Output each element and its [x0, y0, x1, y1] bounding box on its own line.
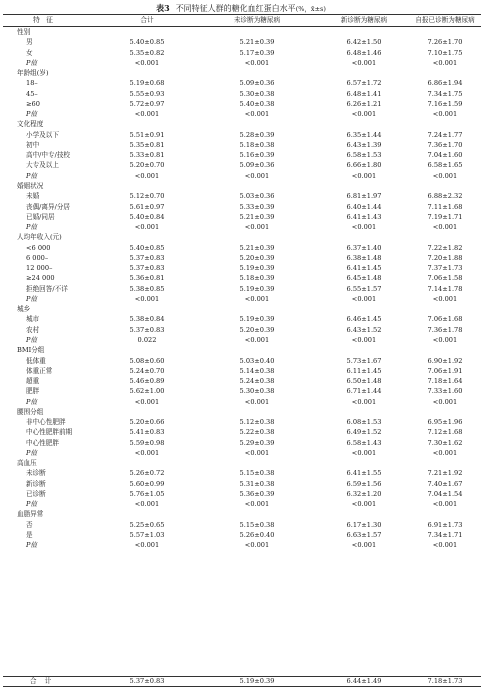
value-total: 5.08±0.60 — [129, 356, 165, 365]
value-undiagnosed: <0.001 — [244, 58, 270, 67]
group-header-row — [0, 304, 482, 314]
table-body — [0, 27, 482, 675]
value-newly-diagnosed: 6.50±1.48 — [346, 377, 382, 386]
value-undiagnosed: 5.19±0.39 — [239, 264, 275, 273]
value-self-reported: 7.10±1.75 — [427, 48, 463, 57]
value-undiagnosed: <0.001 — [244, 397, 270, 406]
value-total: <0.001 — [134, 223, 160, 232]
value-newly-diagnosed: 6.17±1.30 — [346, 520, 382, 529]
table-total-row — [0, 677, 482, 686]
value-newly-diagnosed: 6.26±1.21 — [346, 99, 382, 108]
value-undiagnosed: 5.15±0.38 — [239, 469, 275, 478]
row-label: 非中心性肥胖 — [26, 418, 66, 427]
group-header-row — [0, 407, 482, 417]
row-label: 中心性肥胖 — [26, 438, 59, 447]
row-label: 否 — [26, 520, 33, 529]
value-self-reported: 7.06±1.68 — [427, 315, 463, 324]
table-bottom-rule — [3, 686, 481, 687]
value-undiagnosed: 5.18±0.39 — [239, 274, 275, 283]
table-row — [0, 376, 482, 386]
value-newly-diagnosed: 6.43±1.52 — [346, 325, 382, 334]
value-newly-diagnosed: <0.001 — [351, 223, 377, 232]
value-undiagnosed: 5.21±0.39 — [239, 243, 275, 252]
row-label: ≥24 000 — [26, 274, 55, 283]
table-row — [0, 273, 482, 283]
group-label: 婚姻状况 — [17, 181, 44, 190]
value-self-reported: <0.001 — [432, 448, 458, 457]
value-self-reported: 7.24±1.77 — [427, 130, 463, 139]
value-undiagnosed: 5.18±0.38 — [239, 140, 275, 149]
row-label: ≥60 — [26, 99, 40, 108]
column-header-self-reported: 自报已诊断为糖尿病 — [415, 16, 475, 24]
value-total: 5.36±0.81 — [129, 274, 165, 283]
table-number: 表3 — [156, 3, 170, 13]
value-newly-diagnosed: 6.45±1.48 — [346, 274, 382, 283]
group-label: 高血压 — [17, 459, 37, 468]
value-total: <0.001 — [134, 171, 160, 180]
value-newly-diagnosed: 6.49±1.52 — [346, 428, 382, 437]
value-self-reported: 7.34±1.75 — [427, 89, 463, 98]
value-undiagnosed: 5.31±0.38 — [239, 479, 275, 488]
row-label: 男 — [26, 38, 33, 47]
group-header-row — [0, 458, 482, 468]
value-total: 5.57±1.03 — [129, 531, 165, 540]
value-undiagnosed: <0.001 — [244, 223, 270, 232]
value-self-reported: <0.001 — [432, 541, 458, 550]
total-value-undiagnosed: 5.19±0.39 — [239, 677, 275, 685]
value-total: 5.19±0.68 — [129, 79, 165, 88]
value-undiagnosed: 5.26±0.40 — [239, 531, 275, 540]
column-header-newly-diagnosed: 新诊断为糖尿病 — [340, 16, 388, 24]
value-newly-diagnosed: 6.41±1.43 — [346, 212, 382, 221]
value-total: 5.40±0.85 — [129, 243, 165, 252]
value-undiagnosed: 5.21±0.39 — [239, 38, 275, 47]
value-newly-diagnosed: 6.58±1.53 — [346, 151, 382, 160]
table-row — [0, 356, 482, 366]
value-newly-diagnosed: 6.55±1.57 — [346, 284, 382, 293]
table-row — [0, 284, 482, 294]
group-label: 人均年收入(元) — [17, 233, 62, 242]
table-row — [0, 325, 482, 335]
group-header-row — [0, 345, 482, 355]
table-row — [0, 366, 482, 376]
value-undiagnosed: 5.28±0.39 — [239, 130, 275, 139]
value-self-reported: 7.19±1.71 — [427, 212, 463, 221]
row-label: P值 — [26, 541, 38, 550]
row-label: <6 000 — [26, 243, 51, 252]
value-total: 5.59±0.98 — [129, 438, 165, 447]
value-undiagnosed: 5.20±0.39 — [239, 253, 275, 262]
row-label: 城市 — [26, 315, 40, 324]
value-self-reported: 6.58±1.65 — [427, 161, 463, 170]
row-label: 超重 — [26, 377, 40, 386]
value-undiagnosed: 5.17±0.39 — [239, 48, 275, 57]
value-total: <0.001 — [134, 110, 160, 119]
value-total: 5.60±0.99 — [129, 479, 165, 488]
value-self-reported: 7.34±1.71 — [427, 531, 463, 540]
value-self-reported: 7.14±1.78 — [427, 284, 463, 293]
p-value-row — [0, 109, 482, 119]
table-row — [0, 160, 482, 170]
value-newly-diagnosed: 6.08±1.53 — [346, 418, 382, 427]
value-total: 5.61±0.97 — [129, 202, 165, 211]
value-newly-diagnosed: 6.32±1.20 — [346, 489, 382, 498]
value-self-reported: 7.11±1.68 — [427, 202, 463, 211]
table-row — [0, 202, 482, 212]
row-label: 中心性肥胖前期 — [26, 428, 73, 437]
p-value-row — [0, 335, 482, 345]
value-undiagnosed: 5.30±0.38 — [239, 387, 275, 396]
value-self-reported: 7.36±1.78 — [427, 325, 463, 334]
value-undiagnosed: 5.09±0.36 — [239, 161, 275, 170]
value-total: 5.25±0.65 — [129, 520, 165, 529]
value-total: 5.76±1.05 — [129, 489, 165, 498]
value-undiagnosed: 5.03±0.40 — [239, 356, 275, 365]
value-total: 5.38±0.85 — [129, 284, 165, 293]
table-row — [0, 489, 482, 499]
value-newly-diagnosed: 6.42±1.50 — [346, 38, 382, 47]
row-label: P值 — [26, 294, 38, 303]
value-undiagnosed: 5.36±0.39 — [239, 489, 275, 498]
p-value-row — [0, 222, 482, 232]
value-self-reported: 6.86±1.94 — [427, 79, 463, 88]
group-label: BMI分组 — [17, 346, 45, 355]
row-label: 大专及以上 — [26, 161, 59, 170]
value-total: 5.55±0.93 — [129, 89, 165, 98]
value-undiagnosed: 5.20±0.39 — [239, 325, 275, 334]
table-row — [0, 191, 482, 201]
value-newly-diagnosed: 6.41±1.45 — [346, 264, 382, 273]
value-undiagnosed: 5.12±0.38 — [239, 418, 275, 427]
table-row — [0, 520, 482, 530]
p-value-row — [0, 499, 482, 509]
row-label: 高中/中专/技校 — [26, 151, 71, 160]
table-row — [0, 150, 482, 160]
value-newly-diagnosed: <0.001 — [351, 294, 377, 303]
table-row — [0, 468, 482, 478]
table-row — [0, 417, 482, 427]
value-newly-diagnosed: 6.41±1.55 — [346, 469, 382, 478]
value-total: 5.38±0.84 — [129, 315, 165, 324]
value-total: 0.022 — [137, 335, 157, 344]
value-undiagnosed: <0.001 — [244, 500, 270, 509]
row-label: P值 — [26, 110, 38, 119]
value-undiagnosed: 5.09±0.36 — [239, 79, 275, 88]
value-self-reported: 6.90±1.92 — [427, 356, 463, 365]
value-newly-diagnosed: 6.63±1.57 — [346, 531, 382, 540]
value-self-reported: 7.40±1.67 — [427, 479, 463, 488]
value-self-reported: 7.16±1.59 — [427, 99, 463, 108]
table-row — [0, 438, 482, 448]
value-undiagnosed: 5.19±0.39 — [239, 315, 275, 324]
value-newly-diagnosed: <0.001 — [351, 110, 377, 119]
value-total: 5.41±0.83 — [129, 428, 165, 437]
column-header-feature: 特 征 — [33, 16, 53, 24]
value-newly-diagnosed: <0.001 — [351, 541, 377, 550]
value-self-reported: <0.001 — [432, 294, 458, 303]
value-newly-diagnosed: 6.59±1.56 — [346, 479, 382, 488]
value-self-reported: <0.001 — [432, 110, 458, 119]
row-label: 6 000– — [26, 253, 49, 262]
value-total: <0.001 — [134, 294, 160, 303]
total-value-newly-diagnosed: 6.44±1.49 — [346, 677, 382, 685]
value-self-reported: 7.06±1.58 — [427, 274, 463, 283]
total-value-all: 5.37±0.83 — [129, 677, 165, 685]
row-label: 12 000– — [26, 264, 53, 273]
value-total: 5.35±0.82 — [129, 48, 165, 57]
table-row — [0, 386, 482, 396]
value-self-reported: 7.12±1.68 — [427, 428, 463, 437]
value-total: 5.20±0.70 — [129, 161, 165, 170]
group-header-row — [0, 27, 482, 37]
group-header-row — [0, 119, 482, 129]
value-undiagnosed: 5.21±0.39 — [239, 212, 275, 221]
value-undiagnosed: 5.29±0.39 — [239, 438, 275, 447]
value-newly-diagnosed: 5.73±1.67 — [346, 356, 382, 365]
table-row — [0, 263, 482, 273]
row-label: 农村 — [26, 325, 40, 334]
value-self-reported: 7.04±1.60 — [427, 151, 463, 160]
p-value-row — [0, 171, 482, 181]
value-total: <0.001 — [134, 397, 160, 406]
value-self-reported: 7.06±1.91 — [427, 366, 463, 375]
value-total: 5.72±0.97 — [129, 99, 165, 108]
p-value-row — [0, 540, 482, 550]
value-total: 5.24±0.70 — [129, 366, 165, 375]
row-label: 体重正常 — [26, 366, 53, 375]
value-newly-diagnosed: 6.43±1.39 — [346, 140, 382, 149]
value-self-reported: 7.22±1.82 — [427, 243, 463, 252]
value-newly-diagnosed: 6.71±1.44 — [346, 387, 382, 396]
table-row — [0, 78, 482, 88]
value-self-reported: 7.26±1.70 — [427, 38, 463, 47]
value-newly-diagnosed: <0.001 — [351, 500, 377, 509]
row-label: P值 — [26, 448, 38, 457]
value-self-reported: 7.21±1.92 — [427, 469, 463, 478]
row-label: 拒绝回答/不详 — [26, 284, 68, 293]
value-undiagnosed: <0.001 — [244, 294, 270, 303]
value-total: 5.37±0.83 — [129, 325, 165, 334]
row-label: P值 — [26, 500, 38, 509]
row-label: 已诊断 — [26, 489, 46, 498]
group-header-row — [0, 68, 482, 78]
table-row — [0, 99, 482, 109]
value-newly-diagnosed: 6.57±1.72 — [346, 79, 382, 88]
value-undiagnosed: 5.22±0.38 — [239, 428, 275, 437]
value-self-reported: 7.04±1.54 — [427, 489, 463, 498]
value-self-reported: <0.001 — [432, 397, 458, 406]
value-total: <0.001 — [134, 500, 160, 509]
value-newly-diagnosed: 6.48±1.41 — [346, 89, 382, 98]
value-newly-diagnosed: 6.48±1.46 — [346, 48, 382, 57]
value-undiagnosed: 5.19±0.39 — [239, 284, 275, 293]
value-total: 5.46±0.89 — [129, 377, 165, 386]
value-self-reported: 7.18±1.64 — [427, 377, 463, 386]
value-self-reported: 7.20±1.88 — [427, 253, 463, 262]
value-total: 5.40±0.85 — [129, 38, 165, 47]
row-label: P值 — [26, 335, 38, 344]
table-caption — [0, 2, 482, 14]
value-undiagnosed: 5.30±0.38 — [239, 89, 275, 98]
value-self-reported: <0.001 — [432, 58, 458, 67]
row-label: 女 — [26, 48, 33, 57]
value-undiagnosed: <0.001 — [244, 110, 270, 119]
table-row — [0, 314, 482, 324]
value-undiagnosed: 5.33±0.39 — [239, 202, 275, 211]
row-label: 未婚 — [26, 192, 40, 201]
p-value-row — [0, 294, 482, 304]
table-title: 不同特征人群的糖化血红蛋白水平 — [175, 4, 296, 13]
table-row — [0, 140, 482, 150]
value-newly-diagnosed: 6.40±1.44 — [346, 202, 382, 211]
value-total: 5.40±0.84 — [129, 212, 165, 221]
value-newly-diagnosed: <0.001 — [351, 448, 377, 457]
value-self-reported: <0.001 — [432, 500, 458, 509]
table-row — [0, 48, 482, 58]
row-label: 是 — [26, 531, 33, 540]
table-row — [0, 530, 482, 540]
column-header-undiagnosed: 未诊断为糖尿病 — [233, 16, 281, 24]
group-label: 年龄组(岁) — [17, 69, 49, 78]
value-total: <0.001 — [134, 448, 160, 457]
value-total: 5.26±0.72 — [129, 469, 165, 478]
row-label: 45– — [26, 89, 38, 98]
value-newly-diagnosed: 6.58±1.43 — [346, 438, 382, 447]
group-label: 城乡 — [17, 305, 31, 314]
row-label: 小学及以下 — [26, 130, 59, 139]
value-total: 5.12±0.70 — [129, 192, 165, 201]
group-header-row — [0, 181, 482, 191]
group-label: 性别 — [17, 28, 31, 36]
value-newly-diagnosed: 6.37±1.40 — [346, 243, 382, 252]
table-row — [0, 89, 482, 99]
value-self-reported: 6.91±1.73 — [427, 520, 463, 529]
value-self-reported: <0.001 — [432, 223, 458, 232]
table-row — [0, 427, 482, 437]
row-label: 低体重 — [26, 356, 46, 365]
value-undiagnosed: 5.14±0.38 — [239, 366, 275, 375]
value-undiagnosed: 5.03±0.36 — [239, 192, 275, 201]
row-label: P值 — [26, 171, 38, 180]
row-label: 18– — [26, 79, 38, 88]
value-undiagnosed: 5.16±0.39 — [239, 151, 275, 160]
value-newly-diagnosed: <0.001 — [351, 171, 377, 180]
value-total: 5.51±0.91 — [129, 130, 165, 139]
value-newly-diagnosed: 6.46±1.45 — [346, 315, 382, 324]
table-row — [0, 243, 482, 253]
value-self-reported: 7.37±1.73 — [427, 264, 463, 273]
value-newly-diagnosed: 6.38±1.48 — [346, 253, 382, 262]
row-label: P值 — [26, 58, 38, 67]
row-label: 已婚/同居 — [26, 212, 55, 221]
table-header — [0, 15, 482, 26]
row-label: 丧偶/离异/分居 — [26, 202, 71, 211]
row-label: 未诊断 — [26, 469, 46, 478]
value-newly-diagnosed: <0.001 — [351, 335, 377, 344]
group-label: 腰围分组 — [17, 407, 44, 416]
row-label: P值 — [26, 223, 38, 232]
value-newly-diagnosed: 6.66±1.80 — [346, 161, 382, 170]
value-self-reported: <0.001 — [432, 171, 458, 180]
value-undiagnosed: 5.40±0.38 — [239, 99, 275, 108]
table-row — [0, 212, 482, 222]
value-self-reported: 7.30±1.62 — [427, 438, 463, 447]
value-undiagnosed: <0.001 — [244, 335, 270, 344]
value-undiagnosed: <0.001 — [244, 171, 270, 180]
table-format: (%，x̄±s) — [295, 5, 326, 13]
row-label: 初中 — [26, 140, 40, 149]
p-value-row — [0, 448, 482, 458]
table-row — [0, 253, 482, 263]
value-total: 5.37±0.83 — [129, 253, 165, 262]
group-header-row — [0, 232, 482, 242]
table-row — [0, 37, 482, 47]
value-undiagnosed: 5.24±0.38 — [239, 377, 275, 386]
value-self-reported: <0.001 — [432, 335, 458, 344]
value-newly-diagnosed: 6.11±1.45 — [346, 366, 382, 375]
total-value-self-reported: 7.18±1.73 — [427, 677, 463, 685]
value-total: 5.35±0.81 — [129, 140, 165, 149]
value-undiagnosed: <0.001 — [244, 448, 270, 457]
p-value-row — [0, 58, 482, 68]
column-header-total: 合计 — [140, 16, 154, 24]
value-newly-diagnosed: 6.35±1.44 — [346, 130, 382, 139]
value-newly-diagnosed: 6.81±1.97 — [346, 192, 382, 201]
value-newly-diagnosed: <0.001 — [351, 58, 377, 67]
value-self-reported: 7.33±1.60 — [427, 387, 463, 396]
group-header-row — [0, 509, 482, 519]
value-total: 5.20±0.66 — [129, 418, 165, 427]
value-total: <0.001 — [134, 58, 160, 67]
value-self-reported: 7.36±1.70 — [427, 140, 463, 149]
row-label: 肥胖 — [26, 387, 40, 396]
row-label: 新诊断 — [26, 479, 46, 488]
row-label: P值 — [26, 397, 38, 406]
value-total: 5.33±0.81 — [129, 151, 165, 160]
group-label: 文化程度 — [17, 120, 44, 129]
group-label: 血脂异常 — [17, 510, 44, 519]
value-undiagnosed: 5.15±0.38 — [239, 520, 275, 529]
value-total: <0.001 — [134, 541, 160, 550]
value-undiagnosed: <0.001 — [244, 541, 270, 550]
value-self-reported: 6.88±2.32 — [427, 192, 463, 201]
table-row — [0, 479, 482, 489]
value-total: 5.37±0.83 — [129, 264, 165, 273]
total-row-label: 合计 — [30, 677, 60, 685]
p-value-row — [0, 397, 482, 407]
value-newly-diagnosed: <0.001 — [351, 397, 377, 406]
value-total: 5.62±1.00 — [129, 387, 165, 396]
value-self-reported: 6.95±1.96 — [427, 418, 463, 427]
table-row — [0, 130, 482, 140]
